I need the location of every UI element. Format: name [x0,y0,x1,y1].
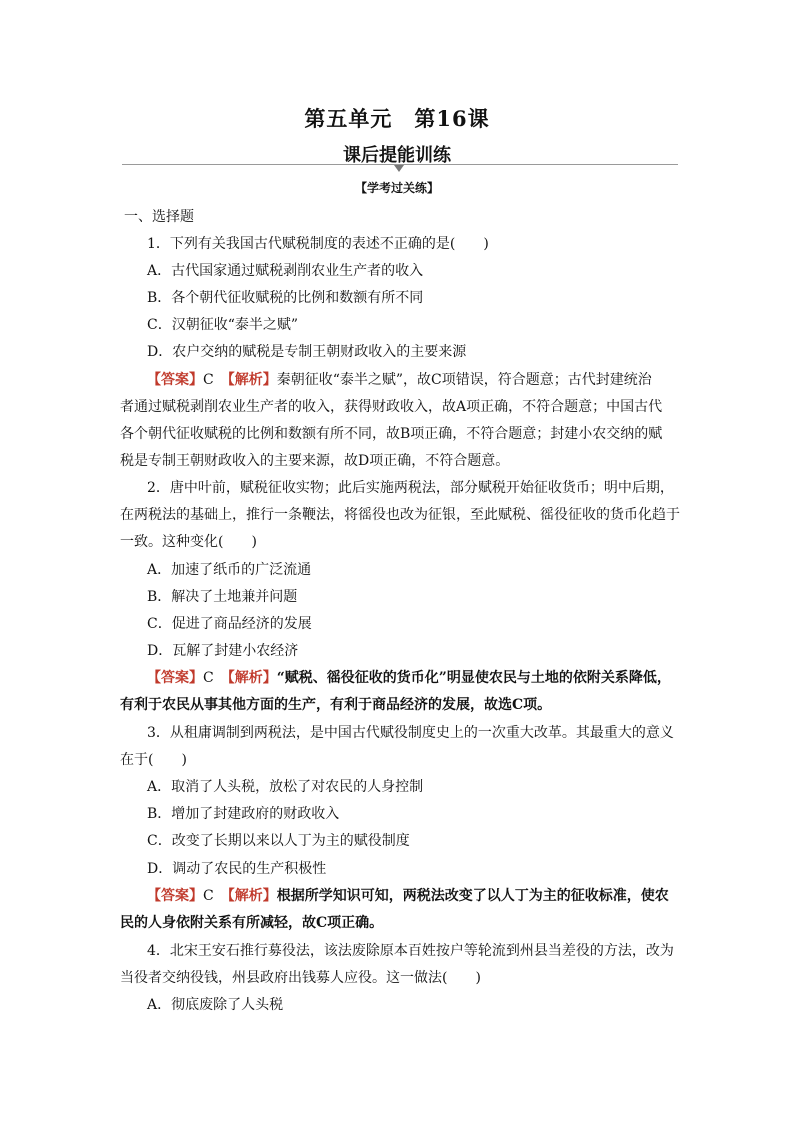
question-4-stem: 当役者交纳役钱，州县政府出钱募人应役。这一做法( ) [120,970,481,986]
analysis-text: 根据所学知识可知，两税法改变了以人丁为主的征收标准，使农 [276,888,669,904]
question-4-stem: 4．北宋王安石推行募役法，该法废除原本百姓按户等轮流到州县当差役的方法，改为 [147,943,674,959]
question-1-stem: 1．下列有关我国古代赋税制度的表述不正确的是( ) [147,236,489,252]
analysis-tag: 【解析】 [227,372,277,388]
question-3-option-b: B．增加了封建政府的财政收入 [147,806,340,822]
analysis-tag: 【解析】 [227,888,277,904]
question-1-option-b: B．各个朝代征收赋税的比例和数额有所不同 [147,290,424,306]
analysis-tag: 【解析】 [227,670,277,686]
answer-value: C [203,670,214,686]
question-2-answer-line [147,668,671,688]
divider-arrow-icon [394,165,404,172]
question-4-option-a: A．彻底废除了人头税 [147,997,284,1013]
question-2-option-b: B．解决了土地兼并问题 [147,589,298,605]
answer-tag: 【答案】 [147,888,203,904]
question-3-option-a: A．取消了人头税，放松了对农民的人身控制 [147,779,424,795]
part-heading: 一、选择题 [124,209,194,225]
question-3-option-c: C．改变了长期以来以人丁为主的赋役制度 [147,833,410,849]
answer-tag: 【答案】 [147,670,203,686]
answer-value: C [203,372,214,388]
page-title: 第五单元 第16课 [304,106,490,131]
question-2-analysis-line: 有利于农民从事其他方面的生产，有利于商品经济的发展，故选C项。 [120,697,552,713]
question-1-option-a: A．古代国家通过赋税剥削农业生产者的收入 [147,263,424,279]
question-3-analysis-line: 民的人身依附关系有所减轻，故C项正确。 [120,915,384,931]
question-1-answer-line [147,370,652,390]
question-3-option-d: D．调动了农民的生产积极性 [147,861,327,877]
question-3-answer-line [147,886,669,906]
question-2-stem: 一致。这种变化( ) [120,534,257,550]
analysis-text: 秦朝征收“泰半之赋”，故C项错误，符合题意；古代封建统治 [276,372,652,388]
question-2-option-a: A．加速了纸币的广泛流通 [147,562,312,578]
question-2-option-c: C．促进了商品经济的发展 [147,616,312,632]
question-1-option-c: C．汉朝征收“泰半之赋” [147,317,299,333]
question-1-analysis-line: 者通过赋税剥削农业生产者的收入，获得财政收入，故A项正确，不符合题意；中国古代 [120,399,663,415]
question-3-stem: 3．从租庸调制到两税法，是中国古代赋役制度史上的一次重大改革。其最重大的意义 [147,725,674,741]
question-2-stem: 2．唐中叶前，赋税征收实物；此后实施两税法，部分赋税开始征收货币；明中后期， [147,480,674,496]
question-1-analysis-line: 税是专制王朝财政收入的主要来源，故D项正确，不符合题意。 [120,453,510,469]
question-3-stem: 在于( ) [120,752,187,768]
answer-value: C [203,888,214,904]
question-2-stem: 在两税法的基础上，推行一条鞭法，将徭役也改为征银，至此赋税、徭役征收的货币化趋于 [120,507,680,523]
section-label: 【学考过关练】 [354,181,439,195]
question-2-option-d: D．瓦解了封建小农经济 [147,643,299,659]
question-1-analysis-line: 各个朝代征收赋税的比例和数额有所不同，故B项正确，不符合题意；封建小农交纳的赋 [120,426,663,442]
page-subtitle: 课后提能训练 [343,145,451,166]
answer-tag: 【答案】 [147,372,203,388]
analysis-text: “赋税、徭役征收的货币化”明显使农民与土地的依附关系降低， [276,670,671,686]
question-1-option-d: D．农户交纳的赋税是专制王朝财政收入的主要来源 [147,344,467,360]
